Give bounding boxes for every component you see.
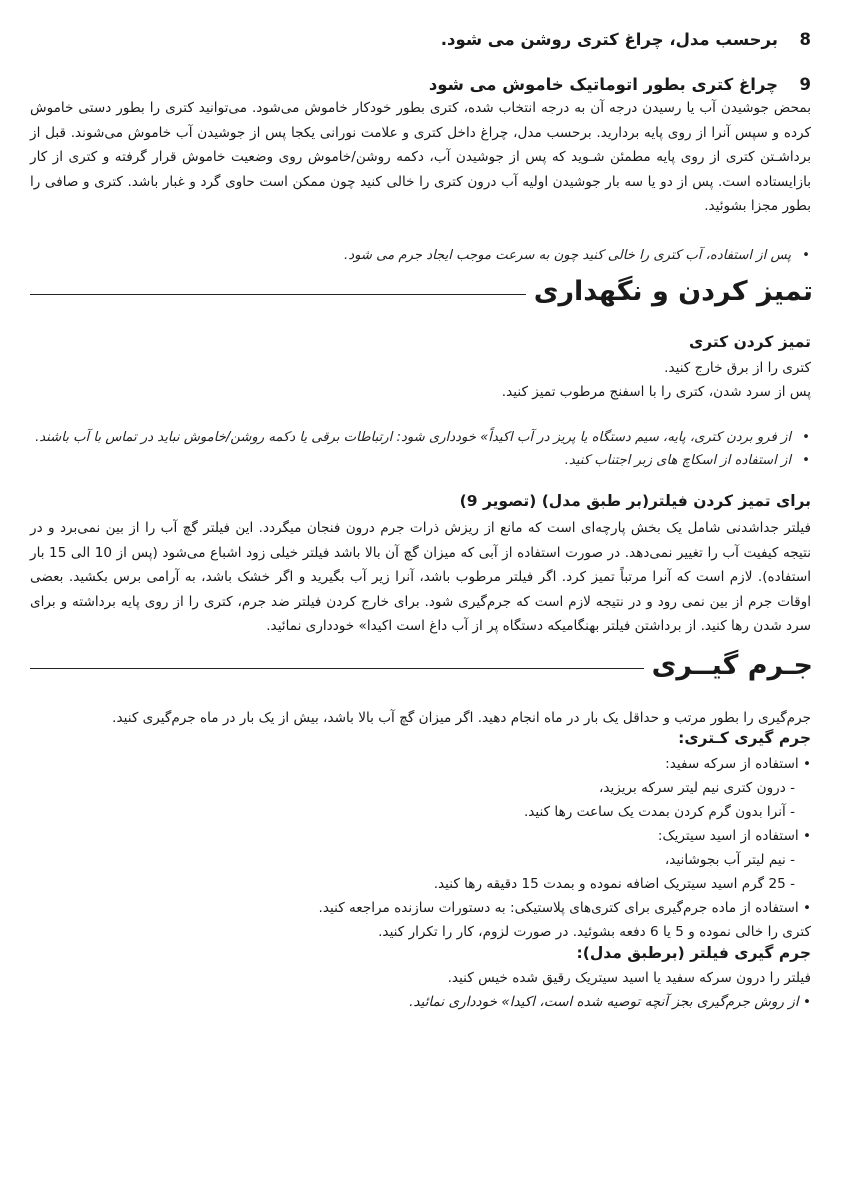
descaling-rinse-line: کتری را خالی نموده و 5 یا 6 دفعه بشوئید. در صورت لزوم، کار را تکرار کنید. xyxy=(378,924,811,940)
step-9-number: 9 xyxy=(799,75,811,94)
descaling-section-header xyxy=(30,650,813,681)
step-8-number: 8 xyxy=(799,30,811,49)
step-8-text: برحسب مدل، چراغ کتری روشن می شود. xyxy=(440,30,779,49)
kettle-cleaning-heading: تمیز کردن کتری xyxy=(688,333,811,351)
filter-cleaning-body: فیلتر جداشدنی شامل یک بخش پارچه‌ای است که مانع از ریزش ذرات جرم درون فنجان میگردد. این فیلتر گچ آب را از بین نمی‌برد و در نتیجه کیفیت آب را تغییر نمی‌دهد. در صورت استفاده از آبی که میزان گچ آن بالا باشد فیلتر خیلی زود اشباع می‌شود (پس از 10 الی 15 بار استفاده). لازم است که آنرا مرتباً تمیز کرد. اگر فیلتر مرطوب باشد، آنرا زیر آب بگیرید و اگر خشک باشد، به آرامی برس بکشید. بعضی اوقات جرم از بین نمی رود و در نتیجه لازم است که جرم‌گیری شود. برای خارج کردن فیلتر ضد جرم، کتری را از روی پایه برداشته و برای سرد شدن رها کنید. از برداشتن فیلتر بهنگامیکه دستگاه پر از آب داغ است اکیدا» خودداری نمائید. xyxy=(30,520,811,635)
descaling-step: - آنرا بدون گرم کردن بمدت یک ساعت رها کنید. xyxy=(523,804,795,820)
cleaning-section-header xyxy=(30,276,813,307)
step-9-title: چراغ کتری بطور اتوماتیک خاموش می شود xyxy=(428,75,779,94)
descaling-item-product: • استفاده از ماده جرم‌گیری برای کتری‌های پلاستیکی: به دستورات سازنده مراجعه کنید. xyxy=(318,900,811,916)
bullet-icon: • xyxy=(802,453,810,468)
bullet-icon: • xyxy=(802,430,810,445)
kettle-cleaning-line-1: کتری را از برق خارج کنید. xyxy=(664,360,811,376)
section-divider xyxy=(30,668,644,669)
bullet-icon: • xyxy=(802,248,810,263)
descaling-step: - 25 گرم اسید سیتریک اضافه نموده و بمدت 15 دقیقه رها کنید. xyxy=(433,876,795,892)
kettle-cleaning-note-1: • از فرو بردن کتری، پایه، سیم دستگاه یا پریز در آب اکیداً» خودداری شود: ارتباطات برقی یا دکمه روشن/خاموش نباید در تماس با آب باشند. xyxy=(30,426,811,449)
kettle-cleaning-line-2: پس از سرد شدن، کتری را با اسفنج مرطوب تمیز کنید. xyxy=(501,384,811,400)
descaling-step: - نیم لیتر آب بجوشانید، xyxy=(664,852,795,868)
step-9-heading xyxy=(30,75,811,94)
step-9-note-text: پس از استفاده، آب کتری را خالی کنید چون به سرعت موجب ایجاد جرم می شود. xyxy=(344,248,791,263)
descaling-step: - درون کتری نیم لیتر سرکه بریزید، xyxy=(598,780,795,796)
filter-descaling-note: • از روش جرم‌گیری بجز آنچه توصیه شده است، اکیدا» خودداری نمائید. xyxy=(409,994,811,1010)
kettle-descaling-heading: جرم گیری کـتری: xyxy=(678,729,811,747)
step-9-body: بمحض جوشیدن آب یا رسیدن درجه آن به درجه انتخاب شده، کتری بطور خودکار خاموش می‌شود. می‌توانید کتری را بطور دستی خاموش کرده و سپس آنرا از روی پایه برداريد. برحسب مدل، چراغ داخل کتری و علامت نورانی یکجا پس از جوشیدن آب خاموش می‌شوند. قبل از برداشـتن کتری از روی پايه مطمئن شـوید که پس از جوشیدن آب، دکمه روشن/خاموش روی وضعیت خاموش قرار گرفته و کتری از کار بازایستاده است. پس از دو یا سه بار جوشیدن اولیه آب درون کتری را خالی کنید چون ممکن است حاوی گرد و غبار باشد. کتری و صافی را بطور مجزا بشوئید. xyxy=(30,100,811,215)
section-divider xyxy=(30,294,526,295)
step-9-note xyxy=(30,244,811,267)
kettle-cleaning-notes xyxy=(30,426,811,472)
cleaning-section-title: تمیز کردن و نگهداری xyxy=(533,276,813,307)
descaling-intro: جرم‌گیری را بطور مرتب و حداقل یک بار در ماه انجام دهید. اگر میزان گچ آب بالا باشد، بیش از یک بار در ماه جرم‌گیری کنید. xyxy=(112,710,811,726)
filter-descaling-heading: جرم گیری فیلتر (برطبق مدل): xyxy=(576,944,811,962)
descaling-item-citric: • استفاده از اسید سیتریک: xyxy=(657,828,811,844)
filter-descaling-text: فیلتر را درون سرکه سفید یا اسید سیتریک رقیق شده خیس کنید. xyxy=(447,970,811,986)
filter-cleaning-heading: برای تمیز کردن فیلتر(بر طبق مدل) (تصویر 9) xyxy=(459,492,811,510)
descaling-section-title: جـرم گیــری xyxy=(651,650,813,681)
kettle-descaling-list xyxy=(30,752,811,944)
kettle-cleaning-note-2: • از استفاده از اسکاچ های زبر اجتناب کنید. xyxy=(30,449,811,472)
step-8 xyxy=(30,30,811,49)
descaling-item-vinegar: • استفاده از سرکه سفید: xyxy=(665,756,811,772)
